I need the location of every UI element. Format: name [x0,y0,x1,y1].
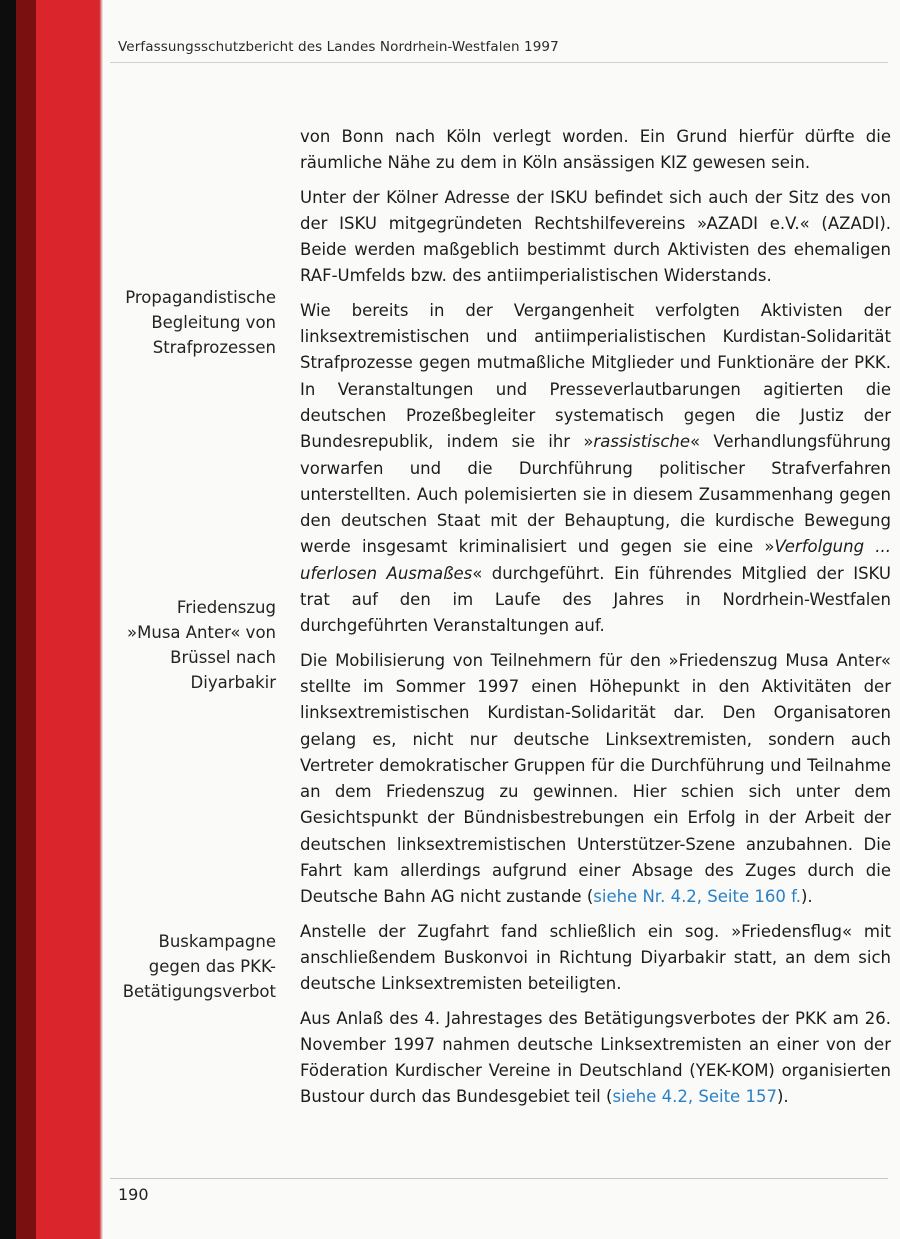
sidenote-line: Buskampagne [158,932,276,951]
sidenote-line: Diyarbakir [190,673,276,692]
paragraph-text: ). [800,887,813,907]
sidenote-propaganda [104,285,276,360]
paragraph-text: Die Mobilisierung von Teilnehmern für den »Friedenszug Musa Anter« stellte im Sommer 1997 einen Höhepunkt in den Aktivitäten der linksextremistischen Kurdistan-Solidarität dar. Den Organisatoren gelang es, nicht nur deutsche Linksextremisten, sondern auch Vertreter demokratischer Gruppen für die Durchführung und Teilnahme an dem Friedenszug zu gewinnen. Hier schien sich unter dem Gesichtspunkt der Bündnisbestrebungen ein Erfolg in der Arbeit der deutschen linksextremistischen Unterstützer-Szene anzubahnen. Die Fahrt kam allerdings aufgrund einer Absage des Zuges durch die Deutsche Bahn AG nicht zustande ( [300,650,891,907]
header-rule [110,62,888,63]
paragraph-text: ). [776,1087,789,1107]
page-edge-darkred [16,0,36,1239]
footer-rule [110,1178,888,1179]
paragraph-text: « Verhandlungsführung vorwarfen und die Durchführung politischer Strafverfahren unterstellten. Auch polemisierten sie in diesem Zusammenhang gegen den deutschen Staat mit der Behauptung, die kurdische Bewegung werde insgesamt kriminalisiert und gegen sie eine » [300,432,891,557]
sidenote-buskampagne [104,929,276,1004]
quote-rassistische: rassistische [593,432,691,452]
sidenote-line: Betätigungsverbot [122,982,276,1001]
sidenote-line: Friedenszug [176,598,276,617]
paragraph-text: Wie bereits in der Vergangenheit verfolgten Aktivisten der linksextremistischen und antiimperialistischen Kurdistan-Solidarität Strafprozesse gegen mutmaßliche Mitglieder und Funktionäre der PKK. In Veranstaltungen und Presseverlautbarungen agitierten die deutschen Prozeßbegleiter systematisch gegen die Justiz der Bundesrepublik, indem sie ihr » [300,300,891,452]
page-edge-fade [99,0,103,1239]
paragraph-friedenszug [300,648,891,911]
cross-reference-link[interactable]: siehe 4.2, Seite 157 [612,1087,777,1107]
paragraph-azadi: Unter der Kölner Adresse der ISKU befindet sich auch der Sitz des von der ISKU mitgegründeten Rechtshilfevereins »AZADI e.V.« (AZADI). Beide werden maßgeblich bestimmt durch Aktivisten des ehemaligen RAF-Umfelds bzw. des antiimperialistischen Widerstands. [300,187,891,286]
quote-verfolgung: Verfolgung ... uferlosen Ausmaßes [300,537,891,583]
page-number: 190 [118,1185,149,1204]
paragraph-koeln: von Bonn nach Köln verlegt worden. Ein Grund hierfür dürfte die räumliche Nähe zu dem in Köln ansässigen KIZ gewesen sein. [300,127,891,173]
sidenote-line: Strafprozessen [152,338,276,357]
sidenote-line: Begleitung von [151,313,276,332]
sidenote-line: Propagandistische [125,288,276,307]
paragraph-text: Aus Anlaß des 4. Jahrestages des Betätigungsverbotes der PKK am 26. November 1997 nahmen deutsche Linksextremisten an einer von der Föderation Kurdischer Vereine in Deutschland (YEK-KOM) organisierten Bustour durch das Bundesgebiet teil ( [300,1008,891,1107]
paragraph-friedensflug: Anstelle der Zugfahrt fand schließlich ein sog. »Friedensflug« mit anschließendem Buskonvoi in Richtung Diyarbakir statt, an dem sich deutsche Linksextremisten beteiligten. [300,921,891,994]
sidenote-line: gegen das PKK- [148,957,276,976]
sidenote-line: Brüssel nach [170,648,276,667]
paragraph-bustour [300,1006,891,1111]
running-head: Verfassungsschutzbericht des Landes Nordrhein-Westfalen 1997 [118,39,559,55]
page-edge-red [36,0,99,1239]
sidenote-friedenszug [104,595,276,695]
cross-reference-link[interactable]: siehe Nr. 4.2, Seite 160 f. [593,887,801,907]
body-text [300,124,891,1119]
paragraph-text: « durchgeführt. Ein führendes Mitglied der ISKU trat auf den im Laufe des Jahres in Nordrhein-Westfalen durchgeführten Veranstaltungen auf. [300,563,891,636]
page-edge-black [0,0,16,1239]
sidenote-line: »Musa Anter« von [127,623,276,642]
paragraph-strafprozesse [300,298,891,640]
